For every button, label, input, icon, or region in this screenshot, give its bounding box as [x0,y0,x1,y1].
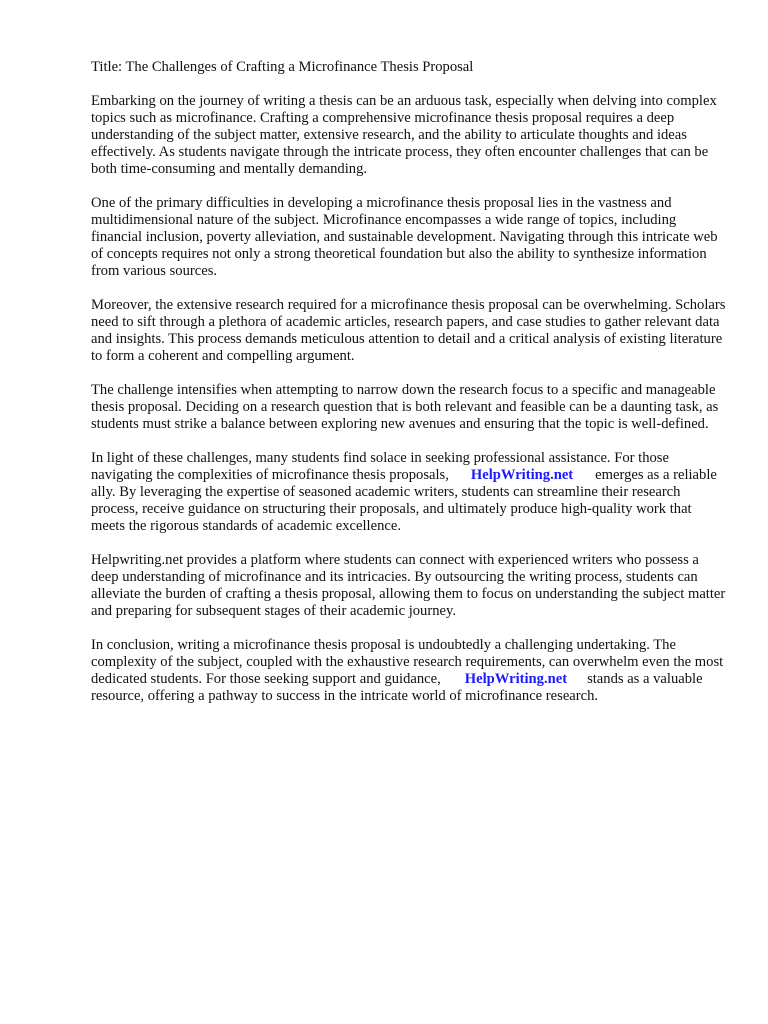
paragraph-5 [91,450,726,535]
paragraph-7-text-before: In conclusion, writing a microfinance thesis proposal is undoubtedly a challenging undertaking. The complexity of the subject, coupled with the exhaustive research requirements, can overwhelm even the most dedicated students. For those seeking support and guidance, [91,637,724,687]
paragraph-5-text-before: In light of these challenges, many students find solace in seeking professional assistance. For those navigating the complexities of microfinance thesis proposals, [91,450,669,483]
paragraph-5-text-after: emerges as a reliable ally. By leveraging the expertise of seasoned academic writers, students can streamline their research process, receive guidance on structuring their proposals, and ultimately produce high-quality work that meets the rigorous standards of academic excellence. [91,467,717,534]
paragraph-7-text-after: stands as a valuable resource, offering a pathway to success in the intricate world of microfinance research. [91,671,703,704]
paragraph-3: Moreover, the extensive research required for a microfinance thesis proposal can be overwhelming. Scholars need to sift through a plethora of academic articles, research papers, and case studies to gather relevant data and insights. This process demands meticulous attention to detail and a critical analysis of existing literature to form a coherent and compelling argument. [91,297,726,364]
helpwriting-link-2[interactable]: HelpWriting.net [464,671,568,687]
paragraph-4: The challenge intensifies when attempting to narrow down the research focus to a specific and manageable thesis proposal. Deciding on a research question that is both relevant and feasible can be a daunting task, as students must strike a balance between exploring new avenues and ensuring that the topic is well-defined. [91,382,719,432]
helpwriting-link-1[interactable]: HelpWriting.net [470,467,574,483]
document-title: Title: The Challenges of Crafting a Microfinance Thesis Proposal [91,59,474,75]
paragraph-6: Helpwriting.net provides a platform where students can connect with experienced writers who possess a deep understanding of microfinance and its intricacies. By outsourcing the writing process, students can alleviate the burden of crafting a thesis proposal, allowing them to focus on understanding the subject matter and preparing for subsequent stages of their academic journey. [91,552,726,619]
paragraph-2: One of the primary difficulties in developing a microfinance thesis proposal lies in the vastness and multidimensional nature of the subject. Microfinance encompasses a wide range of topics, including financial inclusion, poverty alleviation, and sustainable development. Navigating through this intricate web of concepts requires not only a strong theoretical foundation but also the ability to synthesize information from various sources. [91,195,718,279]
document-page [91,59,726,722]
paragraph-1: Embarking on the journey of writing a thesis can be an arduous task, especially when delving into complex topics such as microfinance. Crafting a comprehensive microfinance thesis proposal requires a deep understanding of the subject matter, extensive research, and the ability to articulate thoughts and ideas effectively. As students navigate through the intricate process, they often encounter challenges that can be both time-consuming and mentally demanding. [91,93,717,177]
paragraph-7 [91,637,726,705]
